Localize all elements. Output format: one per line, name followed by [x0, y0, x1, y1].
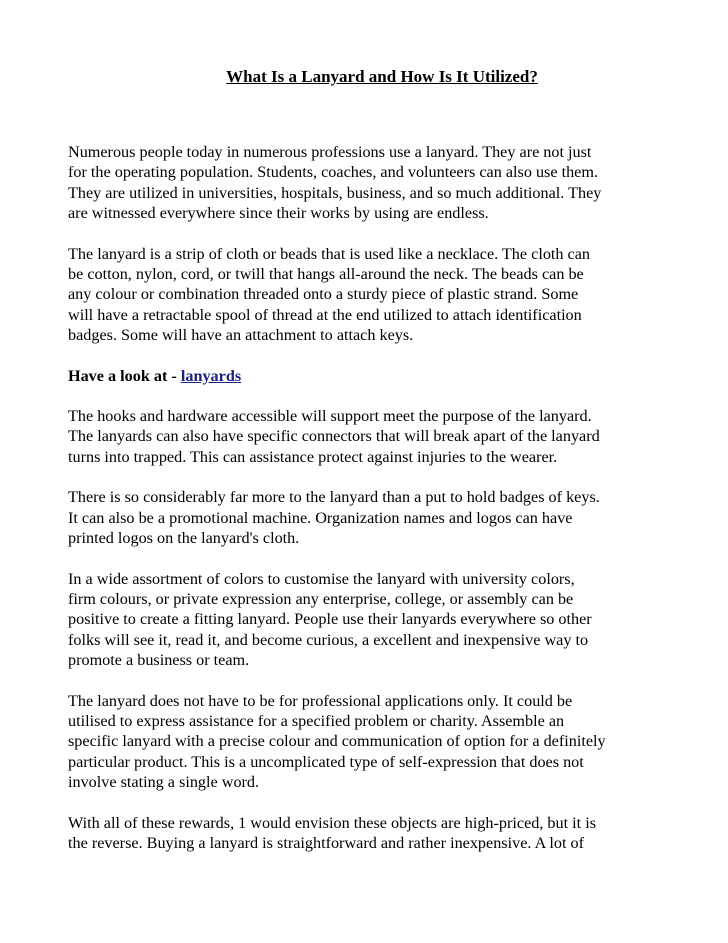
paragraph-2 — [68, 244, 668, 346]
paragraph-line: particular product. This is a uncomplicated type of self-expression that does not — [68, 752, 584, 771]
paragraph-line: They are utilized in universities, hospitals, business, and so much additional. They — [68, 183, 602, 202]
have-a-look-prefix: Have a look at - — [68, 366, 181, 385]
paragraph-7 — [68, 813, 668, 854]
paragraph-6 — [68, 691, 668, 793]
paragraph-line: It can also be a promotional machine. Organization names and logos can have — [68, 508, 573, 527]
paragraph-line: for the operating population. Students, coaches, and volunteers can also use them. — [68, 163, 598, 182]
paragraph-line: Numerous people today in numerous professions use a lanyard. They are not just — [68, 143, 592, 161]
paragraph-line: promote a business or team. — [68, 651, 250, 670]
paragraph-line: specific lanyard with a precise colour and communication of option for a definitely — [68, 732, 606, 751]
lanyards-link[interactable]: lanyards — [180, 366, 242, 385]
paragraph-line: folks will see it, read it, and become curious, a excellent and inexpensive way to — [68, 630, 589, 649]
paragraph-line: the reverse. Buying a lanyard is straightforward and rather inexpensive. A lot of — [68, 833, 585, 852]
paragraph-line: badges. Some will have an attachment to attach keys. — [68, 326, 414, 345]
paragraph-line: any colour or combination threaded onto a sturdy piece of plastic strand. Some — [68, 285, 579, 304]
paragraph-line: With all of these rewards, 1 would envision these objects are high-priced, but it is — [68, 813, 597, 832]
document-title: What Is a Lanyard and How Is It Utilized? — [226, 67, 538, 86]
paragraph-line: will have a retractable spool of thread at the end utilized to attach identification — [68, 305, 582, 324]
paragraph-4 — [68, 487, 668, 548]
paragraph-line: The hooks and hardware accessible will support meet the purpose of the lanyard. — [68, 407, 592, 426]
paragraph-3 — [68, 406, 668, 467]
paragraph-line: utilised to express assistance for a specified problem or charity. Assemble an — [68, 711, 565, 730]
paragraph-line: turns into trapped. This can assistance protect against injuries to the wearer. — [68, 447, 558, 466]
paragraph-line: The lanyards can also have specific connectors that will break apart of the lanyard — [68, 427, 600, 446]
have-a-look-line — [68, 366, 668, 386]
paragraph-line: be cotton, nylon, cord, or twill that hangs all-around the neck. The beads can be — [68, 265, 584, 284]
paragraph-5 — [68, 569, 668, 671]
paragraph-line: positive to create a fitting lanyard. People use their lanyards everywhere so other — [68, 610, 592, 629]
paragraph-line: The lanyard is a strip of cloth or beads that is used like a necklace. The cloth can — [68, 244, 591, 263]
paragraph-line: There is so considerably far more to the lanyard than a put to hold badges of keys. — [68, 488, 600, 507]
paragraph-line: are witnessed everywhere since their works by using are endless. — [68, 204, 489, 223]
paragraph-1 — [68, 142, 668, 224]
paragraph-line: printed logos on the lanyard's cloth. — [68, 529, 300, 548]
paragraph-line: involve stating a single word. — [68, 773, 260, 792]
paragraph-line: In a wide assortment of colors to customise the lanyard with university colors, — [68, 569, 575, 588]
document-page — [68, 66, 668, 873]
paragraph-line: The lanyard does not have to be for professional applications only. It could be — [68, 691, 573, 710]
paragraph-line: firm colours, or private expression any enterprise, college, or assembly can be — [68, 589, 574, 608]
